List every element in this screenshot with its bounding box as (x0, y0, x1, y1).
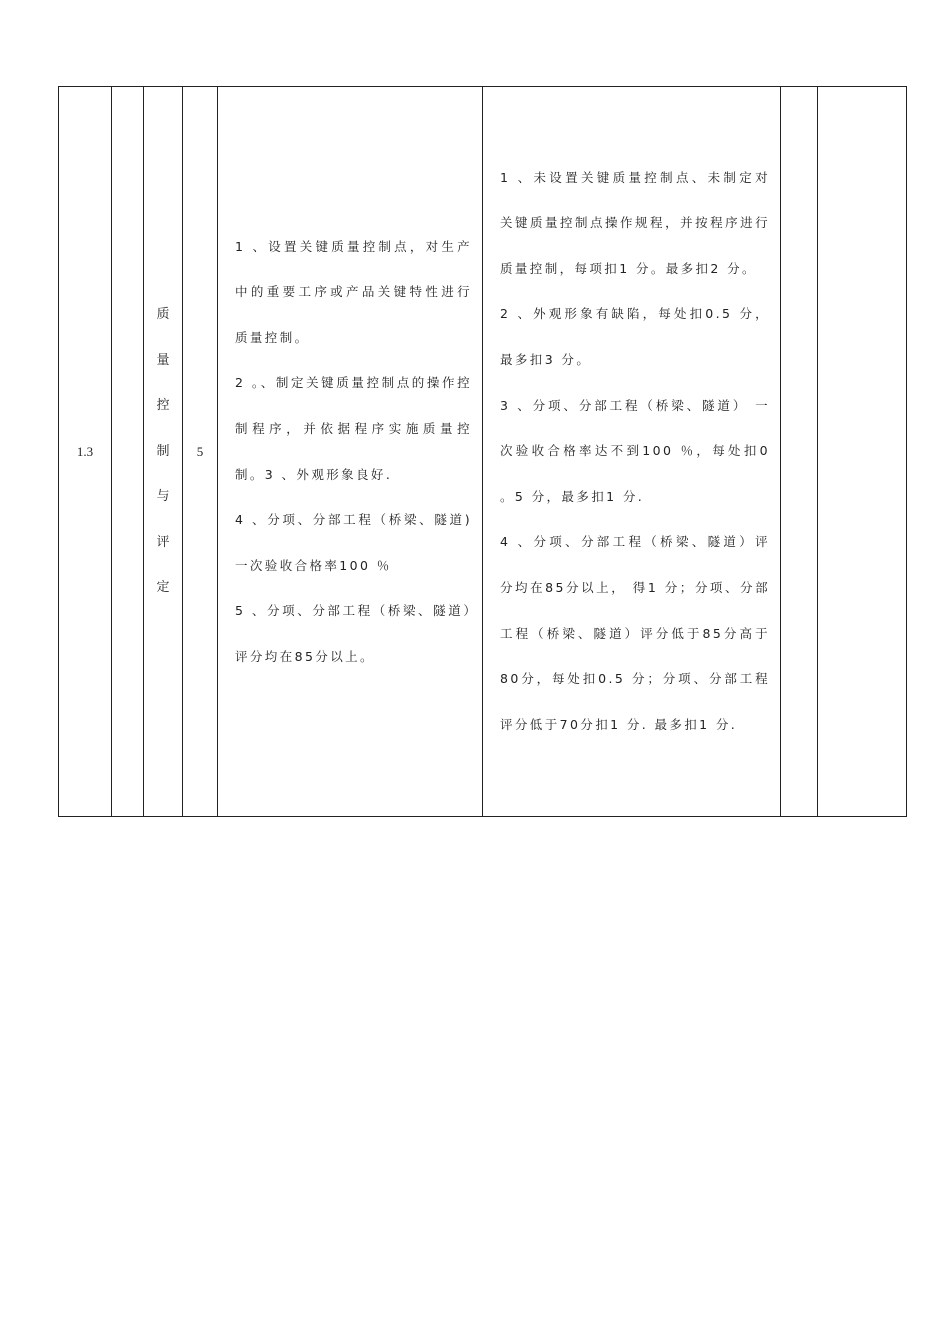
method-cell (483, 87, 781, 817)
standard-line-3: 4 、分项、分部工程（桥梁、隧道) 一次验收合格率100 ％ (235, 512, 472, 573)
item-number: 1.3 (76, 443, 94, 459)
score-value: 5 (196, 443, 204, 459)
method-line-3: 3 、分项、分部工程（桥梁、隧道） 一次验收合格率达不到100 ％，每处扣0 。5 分，最多扣1 分. (500, 397, 770, 504)
table-row (59, 87, 907, 817)
item-name-cell (144, 87, 183, 817)
standard-line-2: 2 。、制定关键质量控制点的操作控制程序，并依据程序实施质量控制。3 、外观形象良好. (235, 375, 472, 482)
standard-text (218, 224, 482, 680)
score-cell (183, 87, 218, 817)
method-text (483, 155, 780, 748)
method-line-1: 1 、未设置关键质量控制点、未制定对关键质量控制点操作规程，并按程序进行质量控制，每项扣1 分。最多扣2 分。 (500, 169, 770, 276)
method-line-2: 2 、外观形象有缺陷，每处扣0.5 分，最多扣3 分。 (500, 306, 770, 368)
standard-line-4: 5 、分项、分部工程（桥梁、隧道）评分均在85分以上。 (235, 603, 472, 664)
standard-line-1: 1 、设置关键质量控制点，对生产中的重要工序或产品关键特性进行质量控制。 (235, 238, 472, 345)
blank-cell (818, 87, 907, 817)
blank-cell (112, 87, 144, 817)
evaluation-table (58, 86, 907, 817)
item-name: 质量控制与评定 (156, 306, 170, 596)
blank-cell (781, 87, 818, 817)
method-line-4: 4 、分项、分部工程（桥梁、隧道）评分均在85分以上， 得1 分；分项、分部工程（桥梁、隧道）评分低于85分高于80分，每处扣0.5 分；分项、分部工程评分低于70分扣1 分. 最多扣1 分. (500, 534, 770, 732)
standard-cell (218, 87, 483, 817)
item-number-cell (59, 87, 112, 817)
